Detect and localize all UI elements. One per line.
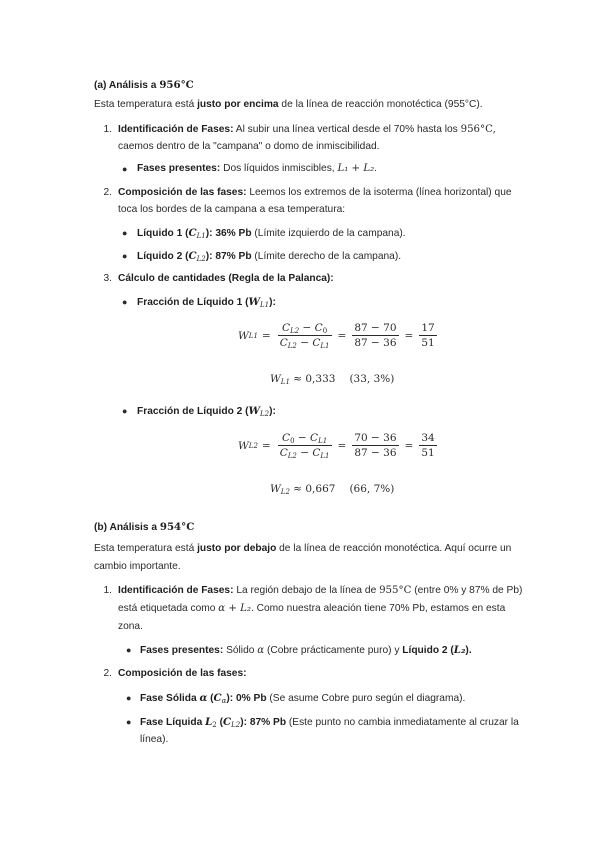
section-a-heading: (a) Análisis a 956°C	[94, 79, 194, 91]
a-item3-number: 3.	[103, 273, 112, 284]
section-a-intro: Esta temperatura está justo por encima de la línea de reacción monotéctica (955°C).	[94, 99, 483, 110]
a-item3-fraction2-label: Fracción de Líquido 2 $(W_{L2})$:	[137, 405, 276, 418]
a-item1-number: 1.	[103, 124, 112, 135]
a-item1-bullet: Fases presentes: Dos líquidos inmiscibles, L₁ + L₂.	[137, 163, 378, 174]
result-wl1: $W_{L1} \approx 0,333$ (33, 3%)	[270, 373, 395, 386]
equation-wl1: W L1 = $\frac{C_{L2} - C_0}{C_{L2} - C_{L1}}$ = $\frac{87 - 70}{87 - 36}$ = $\frac{17}{51}$	[238, 322, 435, 350]
a-item3-title: Cálculo de cantidades (Regla de la Palanca):	[118, 273, 334, 284]
a-item2-bullet2: Líquido 2 $(C_{L2})$: 87% Pb (Límite derecho de la campana).	[137, 250, 402, 263]
a-item1-line2: caemos dentro de la "campana" o domo de inmiscibilidad.	[118, 141, 380, 152]
bullet-icon: ●	[122, 251, 128, 261]
equation-wl2: W L2 = $\frac{C_0 - C_{L1}}{C_{L2} - C_{L1}}$ = $\frac{70 - 36}{87 - 36}$ = $\frac{34}{51}$	[238, 432, 435, 460]
bullet-icon: ●	[122, 406, 128, 416]
bullet-icon: ●	[126, 693, 132, 703]
b-item1-line2: está etiquetada como α + L₂. Como nuestra aleación tiene 70% Pb, estamos en esta	[118, 603, 506, 614]
a-item2-line2: toca los bordes de la campana a esa temperatura:	[118, 204, 346, 215]
b-item2-title: Composición de las fases:	[118, 668, 247, 679]
bullet-icon: ●	[122, 164, 128, 174]
b-item1-bullet: Fases presentes: Sólido α (Cobre prácticamente puro) y Líquido 2 (L₂).	[140, 644, 472, 656]
bullet-icon: ●	[126, 645, 132, 655]
bullet-icon: ●	[122, 228, 128, 238]
a-item2-number: 2.	[103, 187, 112, 198]
section-b-intro-line2: cambio importante.	[94, 561, 181, 572]
b-item2-number: 2.	[103, 668, 112, 679]
b-item2-bullet2-line2: línea).	[140, 734, 169, 745]
result-wl2: $W_{L2} \approx 0,667$ (66, 7%)	[270, 483, 395, 496]
b-item1-line3: zona.	[118, 621, 143, 632]
b-item2-bullet1: Fase Sólida α $(C_\alpha)$: 0% Pb (Se asume Cobre puro según el diagrama).	[140, 692, 466, 705]
b-item1-number: 1.	[103, 585, 112, 596]
a-item1-line1: Identificación de Fases: Al subir una línea vertical desde el 70% hasta los 956°C,	[118, 124, 496, 135]
b-item2-bullet2-line1: Fase Líquida $L_2$ $(C_{L2})$: 87% Pb (Este punto no cambia inmediatamente al cruzar la	[140, 716, 519, 729]
section-b-intro-line1: Esta temperatura está justo por debajo de la línea de reacción monotéctica. Aquí ocurre un	[94, 543, 512, 554]
bullet-icon: ●	[126, 717, 132, 727]
a-item2-bullet1: Líquido 1 $(C_{L1})$: 36% Pb (Límite izquierdo de la campana).	[137, 227, 406, 240]
b-item1-line1: Identificación de Fases: La región debajo de la línea de 955°C (entre 0% y 87% de Pb)	[118, 585, 523, 596]
section-b-heading: (b) Análisis a 954°C	[94, 521, 195, 533]
a-item2-line1: Composición de las fases: Leemos los extremos de la isoterma (línea horizontal) que	[118, 187, 512, 198]
bullet-icon: ●	[122, 297, 128, 307]
a-item3-fraction1-label: Fracción de Líquido 1 $(W_{L1})$:	[137, 296, 276, 309]
